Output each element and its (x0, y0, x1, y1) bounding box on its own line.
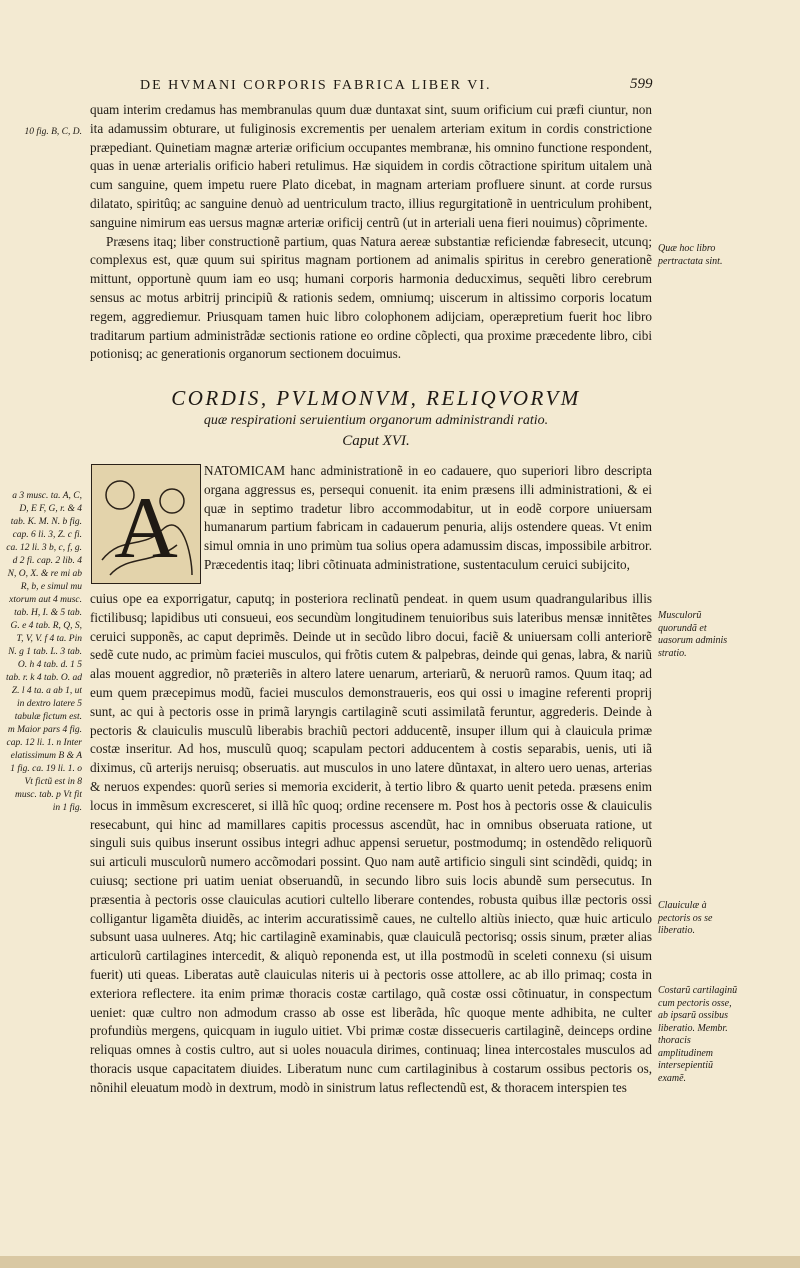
page-number: 599 (630, 76, 653, 92)
svg-text:A: A (114, 480, 178, 577)
section-heading: CORDIS, PVLMONVM, RELIQVORVM (171, 386, 581, 410)
paragraph-book-summary: Præsens itaq; liber constructionẽ partium, quas Natura aereæ substantiæ reficiendæ fabresecit, utcunq; complexus est, quæ quum sui spiritus magnam portionem ad animalis spiritus in cerebro generationẽ mittunt, opportunè quum iam eo usq; humani corporis harmonia deducximus, sequẽti libro cerebrum sensus ac motus arbitrij principiũ & rationis sedem, omniumq; uiscerum in altissimo corporis locatum regem, aggrediemur. Priusquam tamen huic libro colophonem adijciam, operæpretium fuerit hoc libro traditarum partium administrãdæ sectionis ratione eo ordine cõplecti, qua proxime præcedente libro, cibi potionisq; ac generationis organorum sectionem docuimus. (90, 233, 652, 362)
chapter-body-text: cuius ope ea exporrigatur, caputq; in posteriora reclinatũ pendeat. in quem usum quadrangularibus illis fictilibusq; lapidibus uti consueui, eos secundùm longitudinem tenuioribus suis lateribus mensæ innitẽtes ceruici supponẽs, ac caput deprimẽs. Deinde ut in secũdo libro docui, faciẽ & uniuersam colli anteriorẽ sedẽ cute nudo, ac primùm faciei musculos, qui frõtis cutem & palpebras, deinde qui genas, labra, & nariũ alas mouent aggredior, nõ præteriẽs in altero latere uenarum, arteriarũ, & neruorũ ramos. Quum itaq; ad eum quem præcepimus modũ, faciei musculos demonstraueris, eos qui ossi υ imagine referenti proprij sunt, ac qui à pectoris osse in primã laryngis cartilaginẽ scuti assimilatã feruntur, aggrederis. Deinde à pectoris & clauiculis musculũ liberabis brachiũ pectori adducentẽ, insuper illum qui à clauicula primæ costæ inseritur. Ad hos, musculũ quoq; scapulam pectori adducentem à costis separabis, uenis, uti iã diximus, cũ arterijs neruisq; obseruatis. aut musculos in uno latere dũntaxat, in altero uero uenas, arterias & neruos expendes: quorũ series si memoria exciderit, à tertio libro & quarto uenit peteda. præsens enim locus in immẽsum excresceret, si illã hîc quoq; ordine recensere m. Post hos à pectoris osse & clauiculis resecabunt, qui hinc ad mamillares capitis processus ascendũt, hac in omnibus obseruata ratione, ut singuli suis quibus inserunt ossibus integri adhuc appensi seruetur, postmodumq; in ostendẽdo reliquorũ sui articuli musculorũ numero accõmodari possint. Quo nam autẽ artificio singuli sint scindẽdi, quidq; in cuiusq; sectione pri uatim ueniat obseruandũ, in secundo libro suis locis abundẽ sum persecutus. In præsentia à pectoris osse clauiculas acutiori cultello liberare contendes, robusta quibus illæ pectoris ossi colligantur ligamẽta diuidẽs, ac interim accuratissimẽ caues, ne cultello altiùs iniecto, quæ huic articulo subsunt uasa uulneres. Atq; hic cartilaginẽ examinabis, quæ clauiculã pectorisq; ossis sinum, præter alias articulorũ cartilagines intercedit, & aliquò reponenda est, ut illa postmodũ in sceleti connexu (si uisum fuerit) uti queas. Liberatas autẽ clauiculas niteris ui à pectoris osse attollere, ac ab illo primaq; costa in exteriora reflectere. ita enim primæ thoracis costæ cartilago, quã costæ ossi cõtinuatur, in conspectum ueniet: quæ cultro non admodum crasso ab osse est liberãda, hîc quoque mente adhibita, ne culter profundiùs mergens, quicquam in iugulo uitiet. Vbi primæ costæ dissecueris cartilaginẽ, deinceps ordine reliquas omnes à costis cultro, aut si uoles nouacula dirimes, continuaq; linea intercostales musculos ad thoracis usque capacitatem diuides. Liberatum nunc cum cartilaginibus à costarum ossibus pectoris os, nõnihil eleuatum modò in dextrum, modò in sinistrum latus reflectendũ est, & thoracem interspien tes (90, 591, 652, 1095)
chapter-opening-text: NATOMICAM hanc administrationẽ in eo cadauere, quo superiori libro descripta organa aggressus es, persequi conuenit. ita enim præsens illi administrationi, & ei quæ in septimo tradetur libro accommodabitur, ut in eodẽ corpore uniuersam humanarum partium fabricam in cadauerum penuria, alijs ostendere queas. Vt enim simul omnia in uno primùm tua solius opera adamussim discas, impossibile arbitror. Præcedentis itaq; libri cõtinuata administratione, sustentaculum ceruici subijcito, (204, 463, 652, 572)
paragraph-heart-membranes: quam interim credamus has membranulas quum duæ duntaxat sint, suum orificium cui præfi ciuntur, non ita adamussim obturare, ut fuliginosis excrementis per uenalem arteriam exitum in cordis constrictione præpediant. Quinetiam magnæ arteriæ orificium occupantes membranæ, his omnino functione respondent, quas in uenæ arterialis orificio haberi retulimus. Hæ siquidem in cordis cõtractione spiritum uitalem unà cum sanguine, quem impetu ruere Plato dicebat, in magnam arteriam profluere sinunt. at corde rursus dilatato, spiritûq; ac sanguine denuò ad uentriculum tracto, illius regurgitationẽ in uentriculum prohibent, sanguine nimirum eas uersus magnæ arteriæ orificij centrũ (ut in arteriali uena fieri nouimus) cõprimente. (90, 102, 652, 230)
chapter-number: Caput XVI. (342, 433, 410, 449)
decorated-initial (91, 464, 201, 584)
page-edge (0, 1256, 800, 1268)
running-title: DE HVMANI CORPORIS FABRICA LIBER VI. (140, 78, 492, 93)
left-margin-notes: a 3 musc. ta. A, C, D, E F, G, r. & 4 tab. K. M. N. b fig. cap. 6 li. 3, Z. c fi. ca. 12 li. 3 b, c, f, g. d 2 fi. cap. 2 lib. 4 N, O, X. & re mi ab R, b, e simul mu xtorum aut 4 musc. tab. H, I. & 5 tab. G. e 4 tab. R, Q, S, T, V, V. f 4 ta. Pin N. g 1 tab. L. 3 tab. O. h 4 tab. d. 1 5 tab. r. k 4 tab. O. ad Z. l 4 ta. a ab 1, ut in dextro latere 5 tabulæ fictum est. m Maior pars 4 fig. cap. 12 li. 1. n Inter elatissimum B & A 1 fig. ca. 19 li. 1. o Vt fictũ est in 8 musc. tab. p Vt fit in 1 fig. (6, 491, 82, 813)
initial-letter-woodcut (92, 465, 200, 583)
body-text-block (90, 101, 652, 364)
right-margin-note: Costarũ cartilaginũ cum pectoris osse, ab ipsarũ ossibus liberatio. Membr. thoracis amplitudinem intersepientiũ examẽ. (658, 985, 738, 1084)
right-margin-note: Musculorũ quorundã et uasorum adminis stratio. (658, 610, 728, 659)
section-subheading: quæ respirationi seruientium organorum administrandi ratio. (203, 413, 549, 428)
right-margin-note: Clauiculæ à pectoris os se liberatio. (658, 900, 713, 936)
right-margin-note: Quæ hoc libro pertractata sint. (658, 243, 723, 267)
left-margin-note: 10 fig. B, C, D. (24, 127, 82, 137)
